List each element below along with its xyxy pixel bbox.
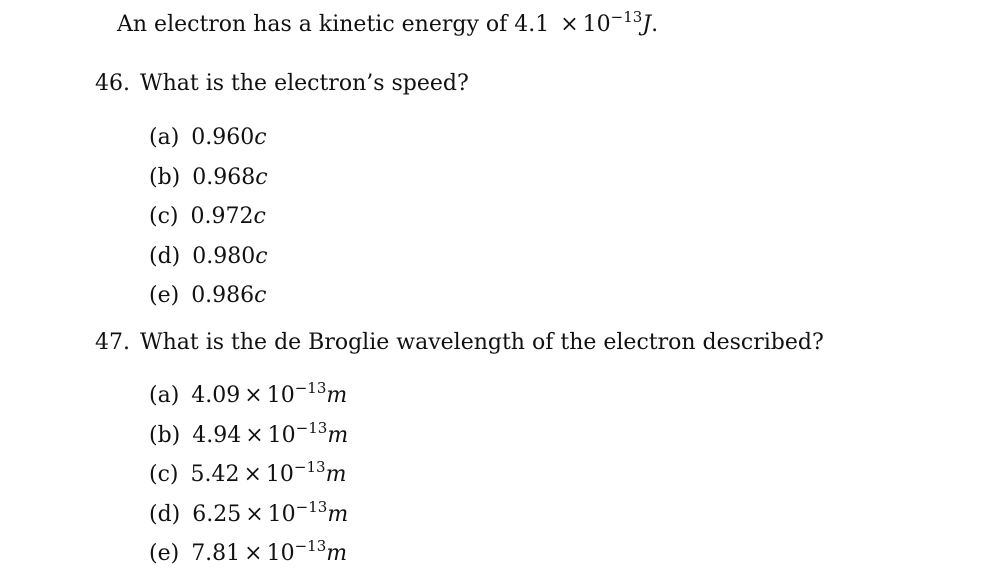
choice-item (149, 376, 348, 416)
choice-label: (a) (149, 125, 180, 150)
choice-label: (e) (149, 283, 180, 308)
times-symbol: × (244, 383, 263, 408)
power-exponent: −13 (294, 537, 327, 555)
choice-item (149, 276, 268, 316)
question-text: What is the electron’s speed? (140, 71, 469, 96)
power-base: 10 (266, 541, 295, 566)
choice-item (149, 534, 348, 574)
choice-label: (d) (149, 501, 181, 527)
choice-unit: m (326, 383, 348, 408)
power-base: 10 (265, 462, 294, 487)
choice-item (149, 118, 268, 158)
choice-value: 0.960 (191, 125, 255, 150)
problem-intro (117, 8, 659, 37)
choice-item (149, 158, 268, 198)
choice-unit: m (326, 541, 348, 566)
times-symbol: × (243, 462, 262, 487)
choice-value: 0.972 (190, 204, 254, 229)
power-exponent: −13 (295, 418, 328, 437)
choice-label: (c) (149, 462, 179, 487)
choice-unit: c (254, 125, 267, 150)
choice-list-47 (149, 376, 348, 574)
choice-item (149, 416, 348, 456)
question-47 (95, 330, 824, 355)
choice-value: 0.986 (191, 283, 255, 308)
times-symbol: × (245, 501, 264, 527)
times-symbol: × (245, 422, 264, 448)
choice-mantissa: 5.42 (190, 462, 240, 487)
choice-unit: m (327, 501, 349, 527)
choice-value: 0.980 (192, 243, 256, 269)
power-exponent: −13 (295, 497, 328, 516)
question-number: 47. (95, 330, 130, 355)
intro-period: . (651, 12, 659, 37)
power-base: 10 (267, 501, 296, 527)
choice-item (149, 197, 268, 237)
choice-unit: c (255, 243, 268, 269)
choice-item (149, 495, 348, 535)
times-symbol: × (244, 541, 263, 566)
choice-label: (b) (149, 164, 181, 190)
choice-item (149, 455, 348, 495)
choice-label: (e) (149, 541, 180, 566)
choice-mantissa: 4.09 (191, 383, 241, 408)
choice-unit: c (255, 164, 268, 190)
power-exponent: −13 (293, 458, 326, 476)
choice-list-46 (149, 118, 268, 316)
times-symbol: × (560, 12, 579, 37)
choice-mantissa: 6.25 (192, 501, 242, 527)
choice-label: (c) (149, 204, 179, 229)
choice-unit: c (253, 204, 266, 229)
intro-text: An electron has a kinetic energy of 4.1 (117, 12, 550, 37)
power-exponent: −13 (294, 379, 327, 397)
energy-unit: J (642, 12, 652, 37)
choice-mantissa: 7.81 (191, 541, 241, 566)
choice-label: (d) (149, 243, 181, 269)
choice-label: (b) (149, 422, 181, 448)
power-base: 10 (582, 12, 611, 37)
power-base: 10 (266, 383, 295, 408)
power-exponent: −13 (610, 8, 643, 26)
choice-unit: m (325, 462, 347, 487)
question-text: What is the de Broglie wavelength of the electron described? (140, 330, 824, 355)
power-base: 10 (267, 422, 296, 448)
choice-mantissa: 4.94 (192, 422, 242, 448)
choice-item (149, 237, 268, 277)
choice-label: (a) (149, 383, 180, 408)
question-number: 46. (95, 71, 130, 96)
choice-value: 0.968 (192, 164, 256, 190)
choice-unit: c (254, 283, 267, 308)
choice-unit: m (327, 422, 349, 448)
question-46 (95, 71, 469, 96)
